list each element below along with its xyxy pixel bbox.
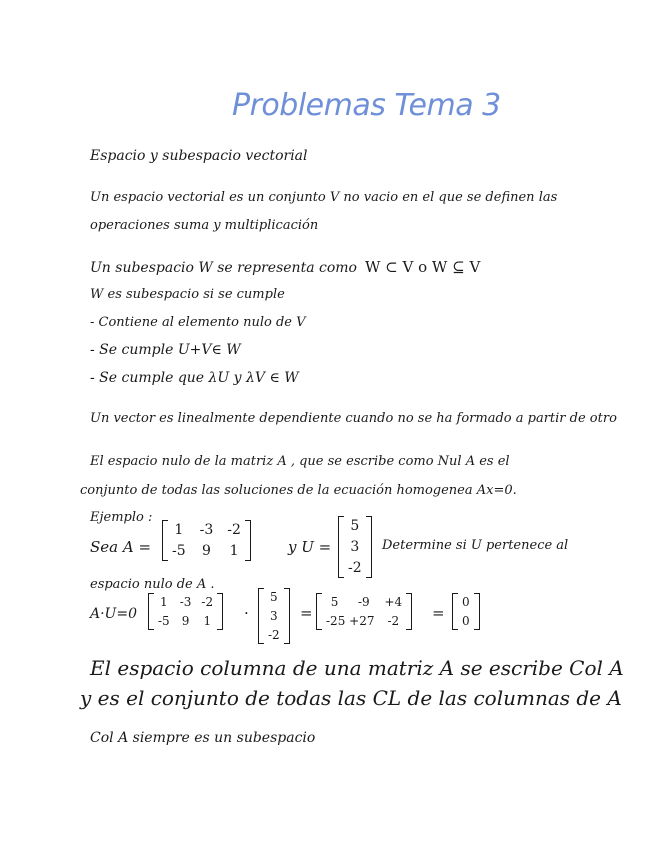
col-line1: El espacio columna de una matriz A se escribe Col A [90,656,624,680]
matrix-a-cell: 1 [174,522,184,538]
matrix-a-cell: -2 [201,595,214,609]
result-vector [452,593,480,630]
section-heading: Espacio y subespacio vectorial [90,148,308,164]
para1-line2: operaciones suma y multiplicación [90,218,319,233]
example-line2: espacio nulo de A . [90,577,215,592]
example-au: A·U=0 [90,606,137,622]
product-cell: -2 [387,614,400,628]
matrix-a-cell: 1 [160,595,168,609]
vector-u-cell: 5 [270,590,278,604]
matrix-a-cell: -3 [179,595,192,609]
null-space-line2: conjunto de todas las soluciones de la ecuación homogenea Ax=0. [80,483,517,498]
example-label: Ejemplo : [90,510,153,525]
result-cell: 0 [462,614,470,628]
subspace-line2: W es subespacio si se cumple [90,287,285,302]
matrix-a-cell: -2 [227,522,241,538]
matrix-a-cell: 1 [203,614,212,628]
matrix-a-cell: 1 [229,543,239,559]
page-title: Problemas Tema 3 [232,88,501,123]
matrix-a [162,520,251,561]
null-space-line1: El espacio nulo de la matriz A , que se escribe como Nul A es el [90,454,510,469]
vector-u-cell: -2 [348,560,362,576]
vector-u-cell: 3 [270,609,278,623]
product-cell: 5 [330,595,339,609]
para1-line1: Un espacio vectorial es un conjunto V no vacio en el que se definen las [90,190,558,205]
dependent-line: Un vector es linealmente dependiente cuando no se ha formado a partir de otro [90,411,617,426]
vector-u-cell: 3 [350,539,360,555]
subspace-item3: - Se cumple que λU y λV ∈ W [90,370,299,386]
product-equals-1: = [300,604,313,622]
product-dot: · [244,604,249,622]
product-cell: +4 [384,595,403,609]
product-matrix-a [148,593,223,630]
matrix-a-cell: 9 [202,543,211,559]
example-sea: Sea A = [90,538,152,556]
product-middle-matrix [316,593,412,630]
col-line2: y es el conjunto de todas las CL de las columnas de A [80,686,622,710]
matrix-a-cell: -5 [172,543,186,559]
subspace-item1: - Contiene al elemento nulo de V [90,315,306,330]
product-vector-u [258,588,290,644]
col-line3: Col A siempre es un subespacio [90,730,316,746]
matrix-a-cell: -5 [158,614,170,628]
product-cell: -25 +27 [326,614,375,628]
vector-u [338,516,372,578]
example-determine: Determine si U pertenece al [382,538,569,553]
matrix-a-cell: -3 [199,522,214,538]
subspace-item2: - Se cumple U+V∈ W [90,342,241,358]
product-equals-2: = [432,604,445,622]
example-y-u: y U = [288,538,332,556]
result-cell: 0 [462,595,470,609]
vector-u-cell: -2 [268,628,280,642]
vector-u-cell: 5 [350,518,360,534]
product-cell: -9 [357,595,370,609]
subspace-notation: W ⊂ V o W ⊆ V [365,258,481,276]
subspace-line1: Un subespacio W se representa como [90,260,357,276]
matrix-a-cell: 9 [181,614,190,628]
